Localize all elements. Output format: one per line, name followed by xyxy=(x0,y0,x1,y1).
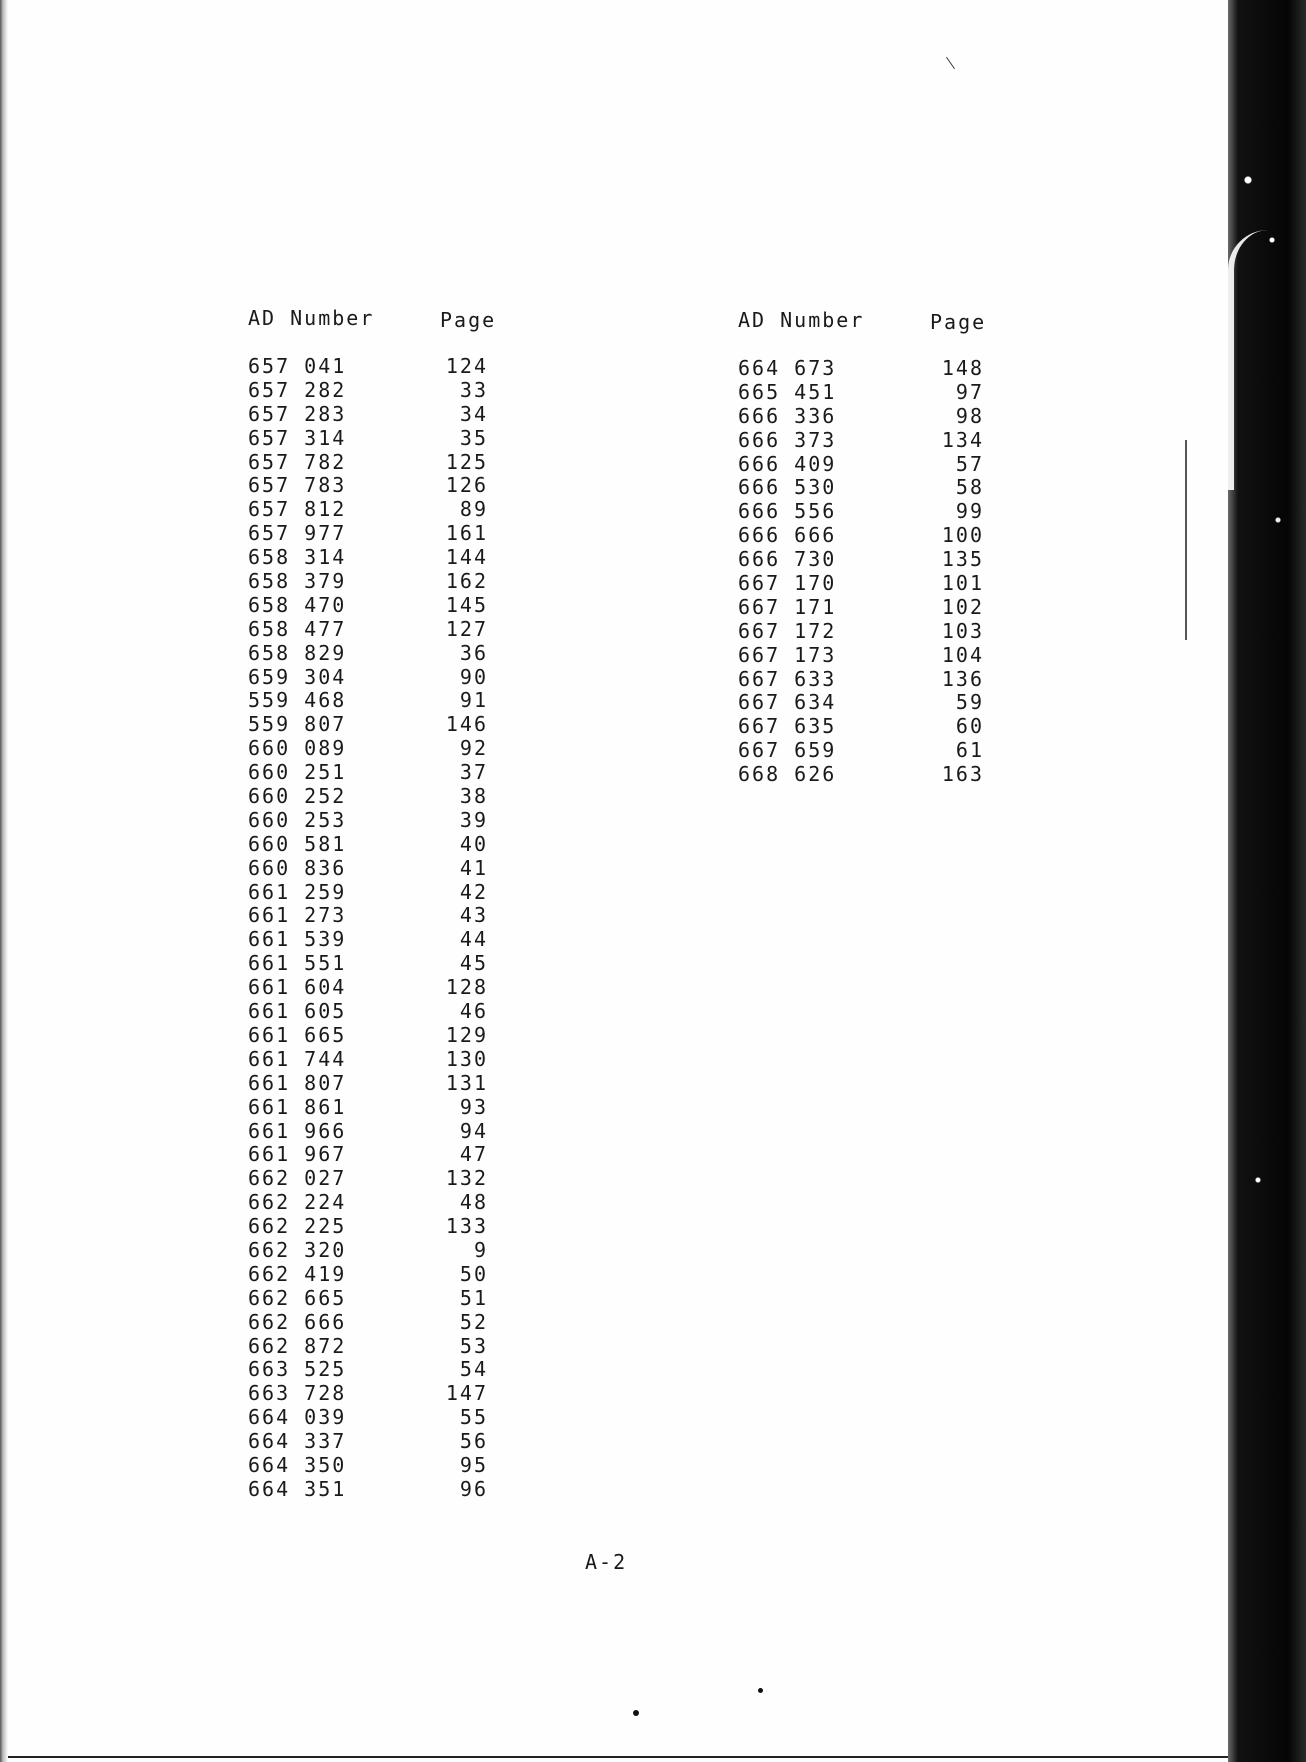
page-cell: 124 xyxy=(445,354,488,378)
ad-number-cell: 661 605 xyxy=(248,999,347,1024)
page-cell: 89 xyxy=(459,497,488,522)
page-cell: 57 xyxy=(955,451,984,476)
page-cell: 99 xyxy=(955,499,984,524)
ad-number-cell: 666 530 xyxy=(738,475,837,500)
ad-number-cell: 661 551 xyxy=(248,951,347,976)
page-cell: 145 xyxy=(445,592,488,617)
ad-number-cell: 667 635 xyxy=(738,714,837,739)
page-cell: 129 xyxy=(445,1022,488,1047)
page-cell: 125 xyxy=(445,449,488,474)
ad-number-cell: 664 350 xyxy=(248,1452,347,1477)
scan-speck xyxy=(758,1688,763,1693)
ad-number-cell: 658 379 xyxy=(248,569,347,594)
ad-number-cell: 664 039 xyxy=(248,1405,347,1430)
ad-number-cell: 662 872 xyxy=(248,1333,347,1358)
ad-number-cell: 661 259 xyxy=(248,879,347,904)
page-cell: 41 xyxy=(459,855,488,880)
ad-number-cell: 662 666 xyxy=(248,1309,347,1334)
ad-number-cell: 662 225 xyxy=(248,1214,347,1239)
page-cell: 54 xyxy=(459,1357,488,1382)
page-cell: 60 xyxy=(955,714,984,739)
ad-number-cell: 666 409 xyxy=(738,451,837,476)
page-cell: 48 xyxy=(459,1190,488,1215)
ad-number-cell: 658 477 xyxy=(248,616,347,641)
ad-number-cell: 660 836 xyxy=(248,855,347,880)
page-cell: 144 xyxy=(445,545,488,570)
page-cell: 43 xyxy=(459,903,488,928)
right-header-page: Page xyxy=(930,310,987,334)
page-cell: 56 xyxy=(459,1429,488,1454)
ad-number-cell: 657 812 xyxy=(248,497,347,522)
page-cell: 55 xyxy=(459,1405,488,1430)
ad-number-cell: 662 027 xyxy=(248,1166,347,1191)
page-cell: 9 xyxy=(473,1237,488,1262)
page-cell: 98 xyxy=(955,403,984,428)
scan-left-edge xyxy=(0,0,8,1762)
page-cell: 100 xyxy=(941,523,984,548)
page-cell: 163 xyxy=(941,762,984,787)
scan-right-edge xyxy=(1228,0,1306,1762)
page-cell: 36 xyxy=(459,640,488,665)
ad-number-cell: 657 977 xyxy=(248,521,347,546)
ad-number-cell: 667 633 xyxy=(738,666,837,691)
ad-number-cell: 658 314 xyxy=(248,545,347,570)
ad-number-cell: 657 283 xyxy=(248,401,347,426)
page-cell: 44 xyxy=(459,927,488,952)
page-cell: 103 xyxy=(941,618,984,643)
ad-number-cell: 667 634 xyxy=(738,690,837,715)
ad-number-cell: 660 252 xyxy=(248,784,347,809)
ad-number-cell: 661 744 xyxy=(248,1046,347,1071)
ad-number-cell: 665 451 xyxy=(738,379,837,404)
ad-number-cell: 662 419 xyxy=(248,1261,347,1286)
page-cell: 97 xyxy=(955,379,984,404)
page-cell: 34 xyxy=(459,401,488,426)
page-cell: 127 xyxy=(445,616,488,641)
page-cell: 162 xyxy=(445,569,488,594)
ad-number-cell: 661 967 xyxy=(248,1142,347,1167)
page-cell: 33 xyxy=(459,377,488,402)
left-header-ad-number: AD Number xyxy=(248,306,375,330)
ad-number-cell: 664 351 xyxy=(248,1476,347,1501)
left-header-page: Page xyxy=(440,308,497,332)
page-cell: 51 xyxy=(459,1285,488,1310)
ad-number-cell: 659 304 xyxy=(248,664,347,689)
page-cell: 39 xyxy=(459,807,488,832)
ad-number-cell: 660 251 xyxy=(248,760,347,785)
page-cell: 35 xyxy=(459,425,488,450)
ad-number-cell: 667 659 xyxy=(738,738,837,763)
ad-number-cell: 658 470 xyxy=(248,592,347,617)
ad-number-cell: 662 320 xyxy=(248,1237,347,1262)
page-cell: 38 xyxy=(459,784,488,809)
page-cell: 146 xyxy=(445,712,488,737)
ad-number-cell: 660 253 xyxy=(248,807,347,832)
ad-number-cell: 661 273 xyxy=(248,903,347,928)
page-cell: 47 xyxy=(459,1142,488,1167)
page-cell: 53 xyxy=(459,1333,488,1358)
ad-number-cell: 663 728 xyxy=(248,1381,347,1406)
ad-number-cell: 662 665 xyxy=(248,1285,347,1310)
page-cell: 148 xyxy=(941,356,984,380)
page-cell: 128 xyxy=(445,975,488,1000)
ad-number-cell: 660 089 xyxy=(248,736,347,761)
ad-number-cell: 559 468 xyxy=(248,688,347,713)
ad-number-cell: 664 337 xyxy=(248,1429,347,1454)
page-cell: 135 xyxy=(941,547,984,572)
ad-number-cell: 657 282 xyxy=(248,377,347,402)
ad-number-cell: 666 730 xyxy=(738,547,837,572)
scan-speck xyxy=(633,1710,639,1716)
ad-number-cell: 667 171 xyxy=(738,594,837,619)
page-cell: 161 xyxy=(445,521,488,546)
ad-number-cell: 660 581 xyxy=(248,831,347,856)
scan-mark xyxy=(1185,440,1187,640)
page-cell: 52 xyxy=(459,1309,488,1334)
page-cell: 126 xyxy=(445,473,488,498)
ad-number-cell: 667 170 xyxy=(738,571,837,596)
ad-number-cell: 667 172 xyxy=(738,618,837,643)
ad-number-cell: 661 861 xyxy=(248,1094,347,1119)
page-cell: 132 xyxy=(445,1166,488,1191)
ad-number-cell: 657 783 xyxy=(248,473,347,498)
ad-number-cell: 666 373 xyxy=(738,427,837,452)
page-cell: 94 xyxy=(459,1118,488,1143)
page-cell: 133 xyxy=(445,1214,488,1239)
page-cell: 147 xyxy=(445,1381,488,1406)
page-cell: 93 xyxy=(459,1094,488,1119)
page-cell: 45 xyxy=(459,951,488,976)
page-cell: 90 xyxy=(459,664,488,689)
ad-number-cell: 661 807 xyxy=(248,1070,347,1095)
ad-number-cell: 559 807 xyxy=(248,712,347,737)
page-cell: 101 xyxy=(941,571,984,596)
ad-number-cell: 663 525 xyxy=(248,1357,347,1382)
page-cell: 131 xyxy=(445,1070,488,1095)
ad-number-cell: 661 665 xyxy=(248,1022,347,1047)
scan-edge-curve xyxy=(1228,230,1274,490)
ad-number-cell: 666 666 xyxy=(738,523,837,548)
ad-number-cell: 662 224 xyxy=(248,1190,347,1215)
ad-number-cell: 661 539 xyxy=(248,927,347,952)
page-cell: 96 xyxy=(459,1476,488,1501)
page-cell: 59 xyxy=(955,690,984,715)
ad-number-cell: 666 556 xyxy=(738,499,837,524)
page-cell: 58 xyxy=(955,475,984,500)
ad-number-cell: 664 673 xyxy=(738,356,837,380)
page-cell: 95 xyxy=(459,1452,488,1477)
page-cell: 50 xyxy=(459,1261,488,1286)
page-cell: 102 xyxy=(941,594,984,619)
page-cell: 134 xyxy=(941,427,984,452)
page-cell: 61 xyxy=(955,738,984,763)
page-cell: 37 xyxy=(459,760,488,785)
page-cell: 46 xyxy=(459,999,488,1024)
ad-number-cell: 657 782 xyxy=(248,449,347,474)
page-cell: 91 xyxy=(459,688,488,713)
ad-number-cell: 661 604 xyxy=(248,975,347,1000)
page-cell: 40 xyxy=(459,831,488,856)
ad-number-cell: 666 336 xyxy=(738,403,837,428)
document-page xyxy=(8,0,1230,1758)
ad-number-cell: 658 829 xyxy=(248,640,347,665)
scan-mark xyxy=(946,57,955,69)
right-header-ad-number: AD Number xyxy=(738,308,865,332)
page-number: A-2 xyxy=(585,1550,628,1574)
ad-number-cell: 657 314 xyxy=(248,425,347,450)
ad-number-cell: 667 173 xyxy=(738,642,837,667)
page-cell: 42 xyxy=(459,879,488,904)
page-cell: 136 xyxy=(941,666,984,691)
ad-number-cell: 668 626 xyxy=(738,762,837,787)
ad-number-cell: 657 041 xyxy=(248,354,347,378)
ad-number-cell: 661 966 xyxy=(248,1118,347,1143)
page-cell: 92 xyxy=(459,736,488,761)
page-cell: 130 xyxy=(445,1046,488,1071)
page-cell: 104 xyxy=(941,642,984,667)
